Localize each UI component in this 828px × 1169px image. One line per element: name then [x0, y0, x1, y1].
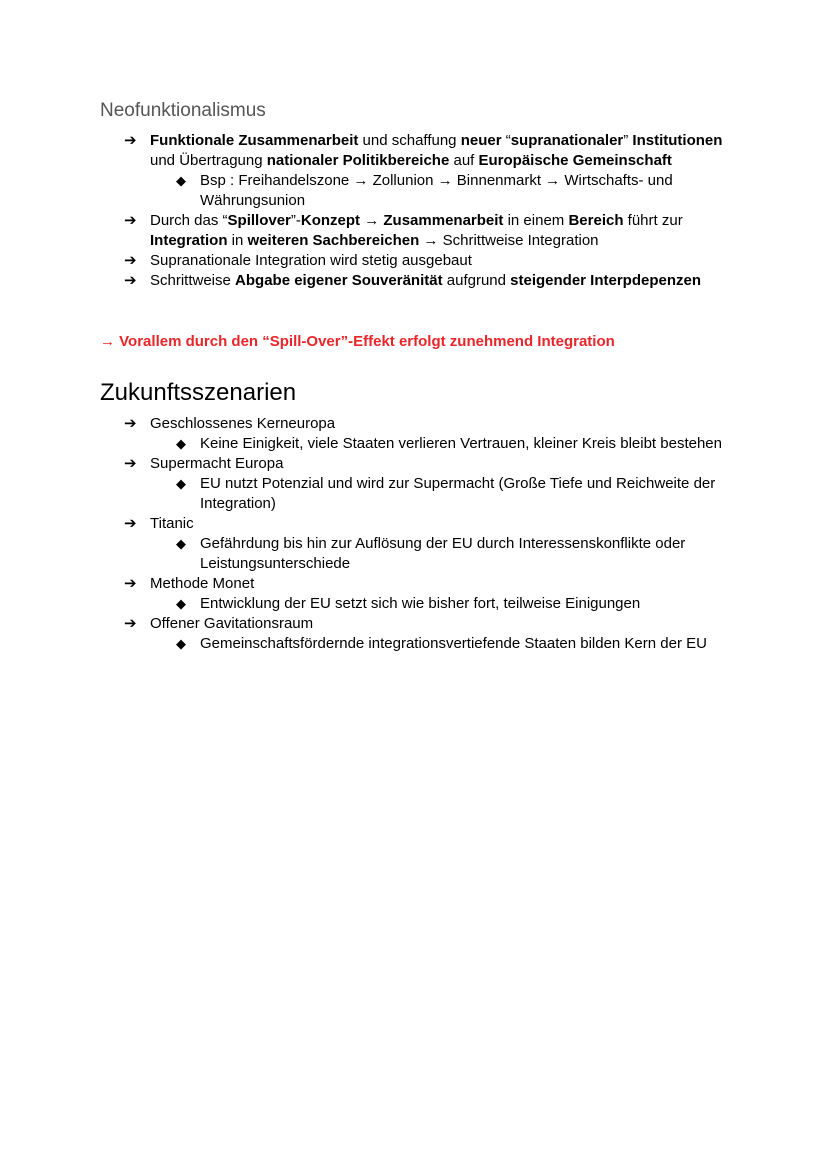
list-item: ➔ Durch das “Spillover”-Konzept → Zusammenarbeit in einem Bereich führt zur Integration in weiteren Sachbereichen → Schrittweise Integration	[124, 212, 683, 249]
sub-list-item: ◆ Gefährdung bis hin zur Auflösung der EU durch Interessenskonflikte oder Leistungsunterschiede	[176, 535, 686, 572]
section-title-neofunktionalismus: Neofunktionalismus	[100, 100, 266, 121]
diamond-bullet-icon: ◆	[176, 476, 186, 491]
zukunftsszenarien-list	[124, 414, 744, 654]
neofunktionalismus-list	[124, 131, 744, 291]
list-item: ➔ Supermacht Europa	[124, 455, 284, 472]
sub-list-item: ◆ Gemeinschaftsfördernde integrationsvertiefende Staaten bilden Kern der EU	[176, 635, 707, 652]
diamond-bullet-icon: ◆	[176, 536, 186, 551]
list-item: ➔ Funktionale Zusammenarbeit und schaffung neuer “supranationaler” Institutionen und Übertragung nationaler Politikbereiche auf Europäische Gemeinschaft	[124, 132, 723, 169]
sub-list-item: ◆ Entwicklung der EU setzt sich wie bisher fort, teilweise Einigungen	[176, 595, 641, 612]
diamond-bullet-icon: ◆	[176, 596, 186, 611]
arrow-bullet-icon: ➔	[124, 515, 137, 532]
arrow-bullet-icon: ➔	[124, 272, 137, 289]
list-item: ➔ Methode Monet	[124, 575, 255, 592]
section-title-zukunftsszenarien: Zukunftsszenarien	[100, 379, 297, 406]
arrow-bullet-icon: ➔	[124, 615, 137, 632]
sub-list-item: ◆ EU nutzt Potenzial und wird zur Supermacht (Große Tiefe und Reichweite der Integration)	[176, 475, 716, 512]
arrow-bullet-icon: ➔	[124, 575, 137, 592]
diamond-bullet-icon: ◆	[176, 636, 186, 651]
arrow-bullet-icon: ➔	[124, 132, 137, 149]
sub-list-item: ◆ Keine Einigkeit, viele Staaten verlieren Vertrauen, kleiner Kreis bleibt bestehen	[176, 435, 722, 452]
arrow-bullet-icon: ➔	[124, 455, 137, 472]
diamond-bullet-icon: ◆	[176, 173, 186, 188]
arrow-bullet-icon: ➔	[124, 252, 137, 269]
sub-list-item: ◆ Bsp : Freihandelszone → Zollunion → Binnenmarkt → Wirtschafts- und Währungsunion	[176, 172, 673, 209]
list-item: ➔ Supranationale Integration wird stetig ausgebaut	[124, 252, 472, 269]
list-item: ➔ Offener Gavitationsraum	[124, 615, 314, 632]
list-item: ➔ Titanic	[124, 515, 194, 532]
diamond-bullet-icon: ◆	[176, 436, 186, 451]
list-item: ➔ Geschlossenes Kerneuropa	[124, 415, 336, 432]
arrow-bullet-icon: ➔	[124, 415, 137, 432]
list-item: ➔ Schrittweise Abgabe eigener Souveränität aufgrund steigender Interpdepenzen	[124, 272, 702, 289]
arrow-bullet-icon: ➔	[124, 212, 137, 229]
conclusion-highlight: → Vorallem durch den “Spill-Over”-Effekt erfolgt zunehmend Integration	[100, 333, 615, 350]
